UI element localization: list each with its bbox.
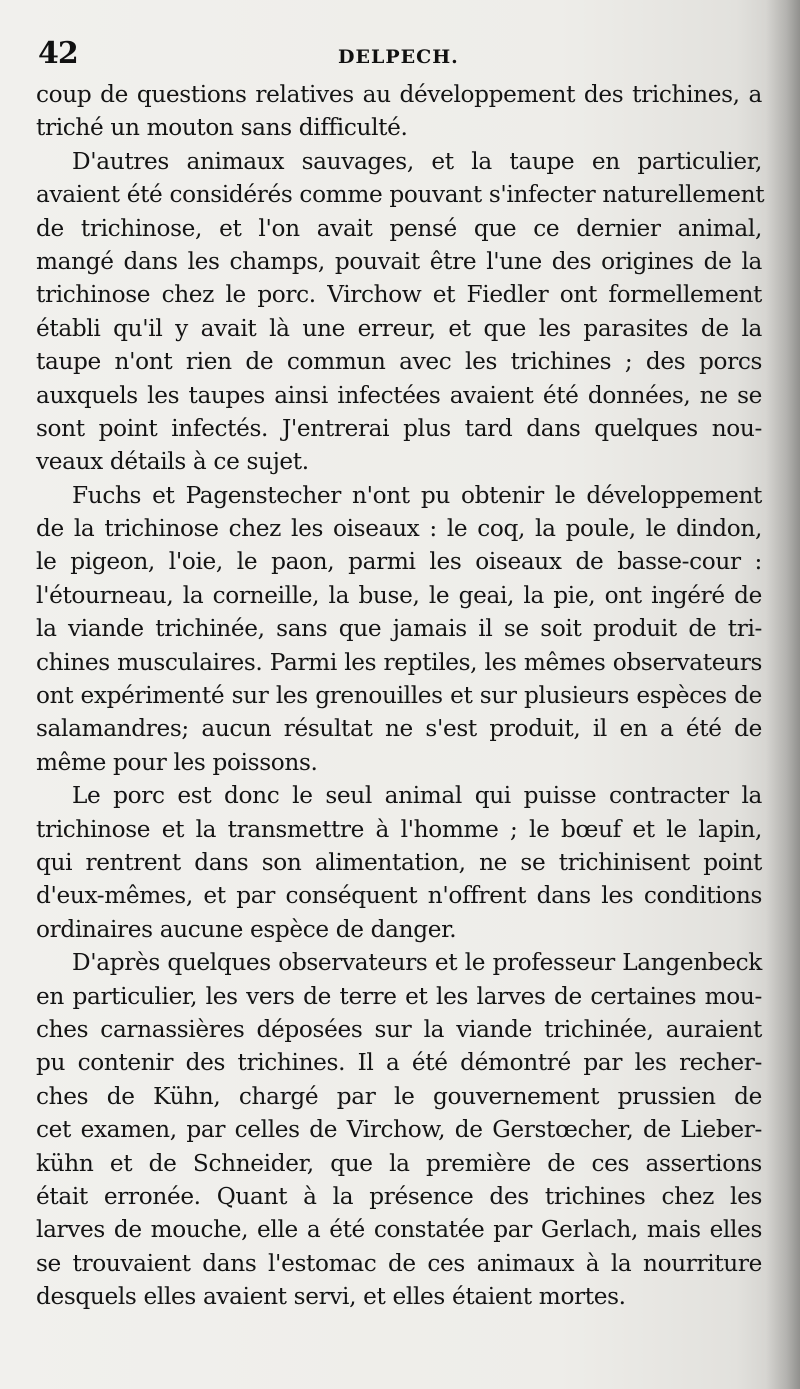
text-line: se trouvaient dans l'estomac de ces animaux à la nourriture bbox=[36, 1249, 762, 1277]
body-text bbox=[36, 78, 765, 1313]
text-line: avaient été considérés comme pouvant s'infecter naturellement bbox=[36, 181, 765, 209]
text-line: D'autres animaux sauvages, et la taupe en particulier, bbox=[72, 147, 762, 175]
text-line: larves de mouche, elle a été constatée par Gerlach, mais elles bbox=[36, 1216, 762, 1244]
text-line: pu contenir des trichines. Il a été démontré par les recher- bbox=[36, 1049, 762, 1077]
text-line: trichinose chez le porc. Virchow et Fiedler ont formellement bbox=[36, 281, 762, 309]
running-head: DELPECH. bbox=[338, 46, 459, 68]
text-line: Le porc est donc le seul animal qui puisse contracter la bbox=[72, 782, 762, 810]
text-line: ches carnassières déposées sur la viande trichinée, auraient bbox=[36, 1015, 762, 1043]
text-line: coup de questions relatives au développement des trichines, a bbox=[36, 81, 762, 108]
text-line: ont expérimenté sur les grenouilles et sur plusieurs espèces de bbox=[36, 682, 762, 710]
text-line: mangé dans les champs, pouvait être l'une des origines de la bbox=[36, 247, 762, 275]
paragraph bbox=[36, 78, 762, 145]
text-line: même pour les poissons. bbox=[36, 748, 318, 776]
paragraph bbox=[36, 779, 762, 946]
text-line: taupe n'ont rien de commun avec les trichines ; des porcs bbox=[36, 348, 762, 376]
page-number: 42 bbox=[38, 36, 78, 71]
text-line: cet examen, par celles de Virchow, de Gerstœcher, de Lieber- bbox=[36, 1116, 762, 1144]
text-line: de trichinose, et l'on avait pensé que ce dernier animal, bbox=[36, 214, 762, 242]
text-line: de la trichinose chez les oiseaux : le coq, la poule, le dindon, bbox=[36, 515, 762, 543]
paragraph bbox=[36, 145, 765, 479]
paragraph bbox=[36, 479, 762, 780]
text-line: veaux détails à ce sujet. bbox=[36, 448, 309, 476]
page-gutter-shadow bbox=[766, 0, 800, 1389]
text-line: kühn et de Schneider, que la première de ces assertions bbox=[36, 1149, 762, 1177]
text-line: d'eux-mêmes, et par conséquent n'offrent dans les conditions bbox=[36, 882, 762, 910]
text-line: trichinose et la transmettre à l'homme ; le bœuf et le lapin, bbox=[36, 815, 762, 843]
text-line: l'étourneau, la corneille, la buse, le geai, la pie, ont ingéré de bbox=[36, 581, 762, 609]
text-line: en particulier, les vers de terre et les larves de certaines mou- bbox=[36, 982, 762, 1010]
text-line: chines musculaires. Parmi les reptiles, les mêmes observateurs bbox=[36, 648, 762, 676]
paragraph bbox=[36, 946, 762, 1313]
text-line: établi qu'il y avait là une erreur, et que les parasites de la bbox=[36, 314, 762, 342]
text-line: triché un mouton sans difficulté. bbox=[36, 114, 408, 142]
text-line: ordinaires aucune espèce de danger. bbox=[36, 915, 457, 943]
text-line: qui rentrent dans son alimentation, ne se trichinisent point bbox=[36, 848, 762, 876]
text-line: desquels elles avaient servi, et elles étaient mortes. bbox=[36, 1283, 626, 1311]
text-line: était erronée. Quant à la présence des trichines chez les bbox=[36, 1182, 762, 1210]
text-line: D'après quelques observateurs et le professeur Langenbeck bbox=[72, 949, 762, 977]
text-line: salamandres; aucun résultat ne s'est produit, il en a été de bbox=[36, 715, 762, 743]
text-line: sont point infectés. J'entrerai plus tard dans quelques nou- bbox=[36, 414, 762, 442]
text-line: la viande trichinée, sans que jamais il se soit produit de tri- bbox=[36, 615, 762, 643]
text-line: Fuchs et Pagenstecher n'ont pu obtenir le développement bbox=[72, 481, 762, 509]
text-line: le pigeon, l'oie, le paon, parmi les oiseaux de basse-cour : bbox=[36, 548, 762, 576]
text-line: ches de Kühn, chargé par le gouvernement prussien de bbox=[36, 1082, 762, 1110]
page-header bbox=[38, 36, 758, 76]
text-line: auxquels les taupes ainsi infectées avaient été données, ne se bbox=[36, 381, 762, 409]
